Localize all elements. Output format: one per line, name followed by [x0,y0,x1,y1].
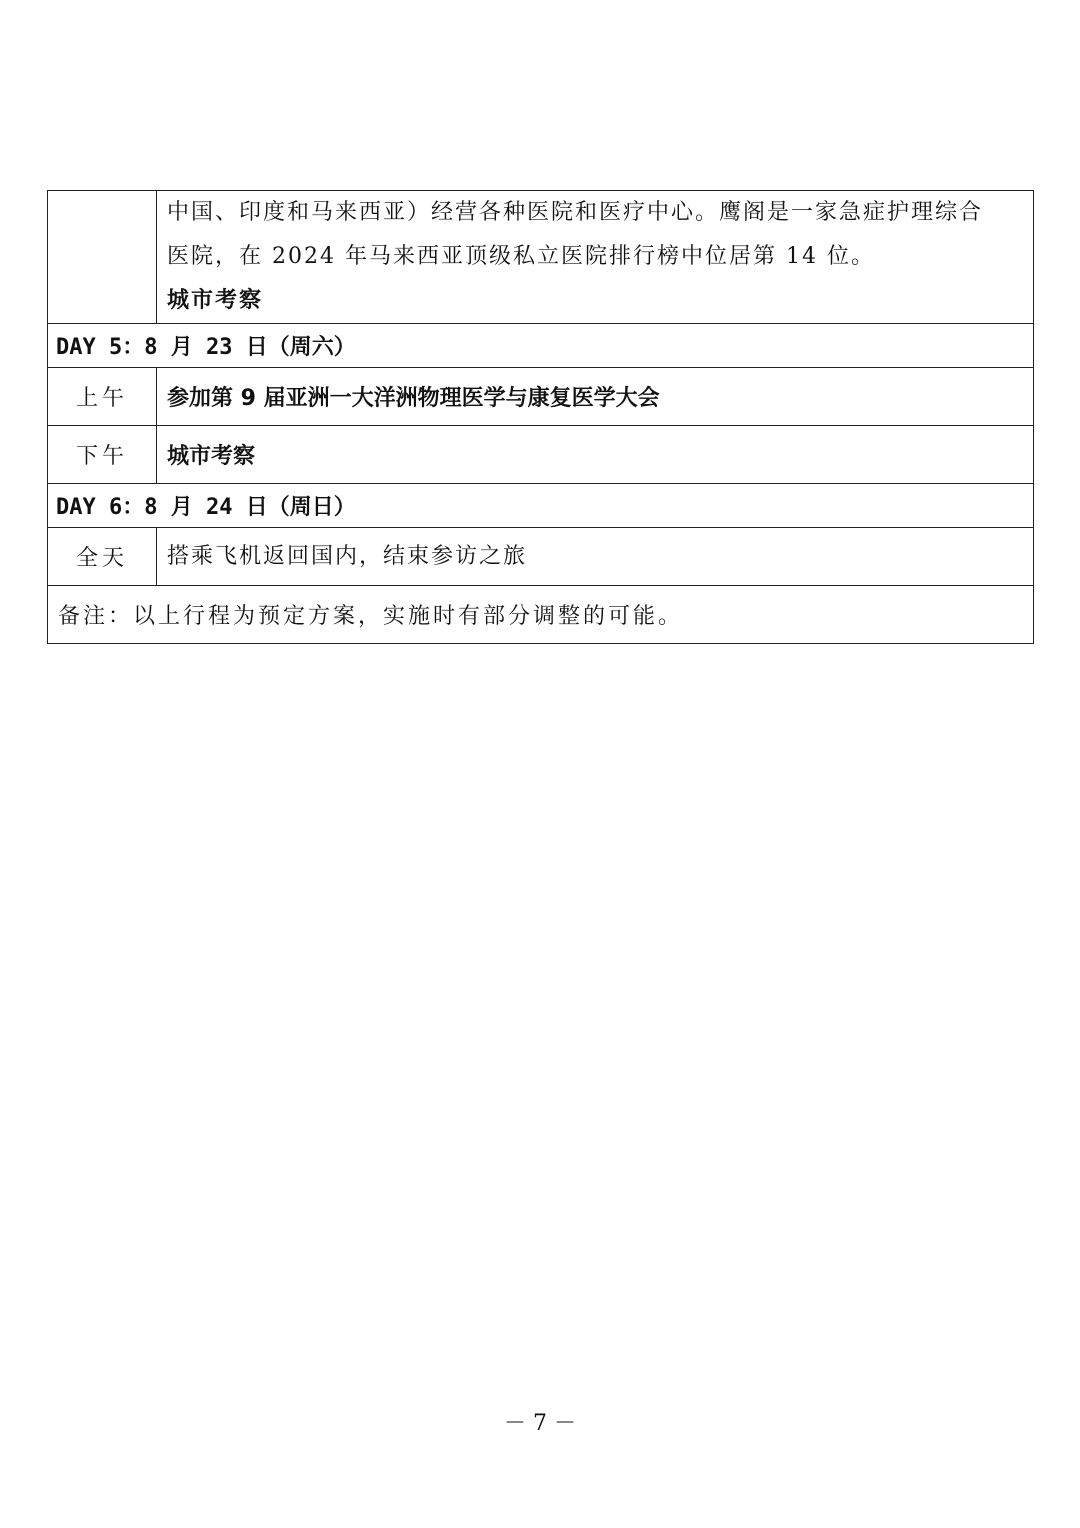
note-row [48,586,1034,644]
activity-text: 城市考察 [157,426,1034,484]
table-row [48,426,1034,484]
description-cell [157,191,1034,324]
page-number: － 7 － [504,1411,576,1436]
time-label: 下午 [48,426,157,484]
table-row [48,191,1034,324]
activity-text: 城市考察 [167,288,264,313]
note-text: 备注：以上行程为预定方案，实施时有部分调整的可能。 [48,586,1034,644]
activity-text: 参加第 9 届亚洲一大洋洲物理医学与康复医学大会 [157,368,1034,426]
day-header-row [48,484,1034,528]
table-row [48,528,1034,586]
activity-text: 搭乘飞机返回国内，结束参访之旅 [157,528,1034,586]
description-line: 医院，在 2024 年马来西亚顶级私立医院排行榜中位居第 14 位。 [167,244,875,269]
time-label: 上午 [48,368,157,426]
table-row [48,368,1034,426]
time-label: 全天 [48,528,157,586]
day5-header: DAY 5：8 月 23 日（周六） [48,324,1034,368]
day-header-row [48,324,1034,368]
description-line: 中国、印度和马来西亚）经营各种医院和医疗中心。鹰阁是一家急症护理综合 [167,200,984,225]
day6-header: DAY 6：8 月 24 日（周日） [48,484,1034,528]
itinerary-table [47,190,1034,644]
empty-cell [48,191,157,324]
